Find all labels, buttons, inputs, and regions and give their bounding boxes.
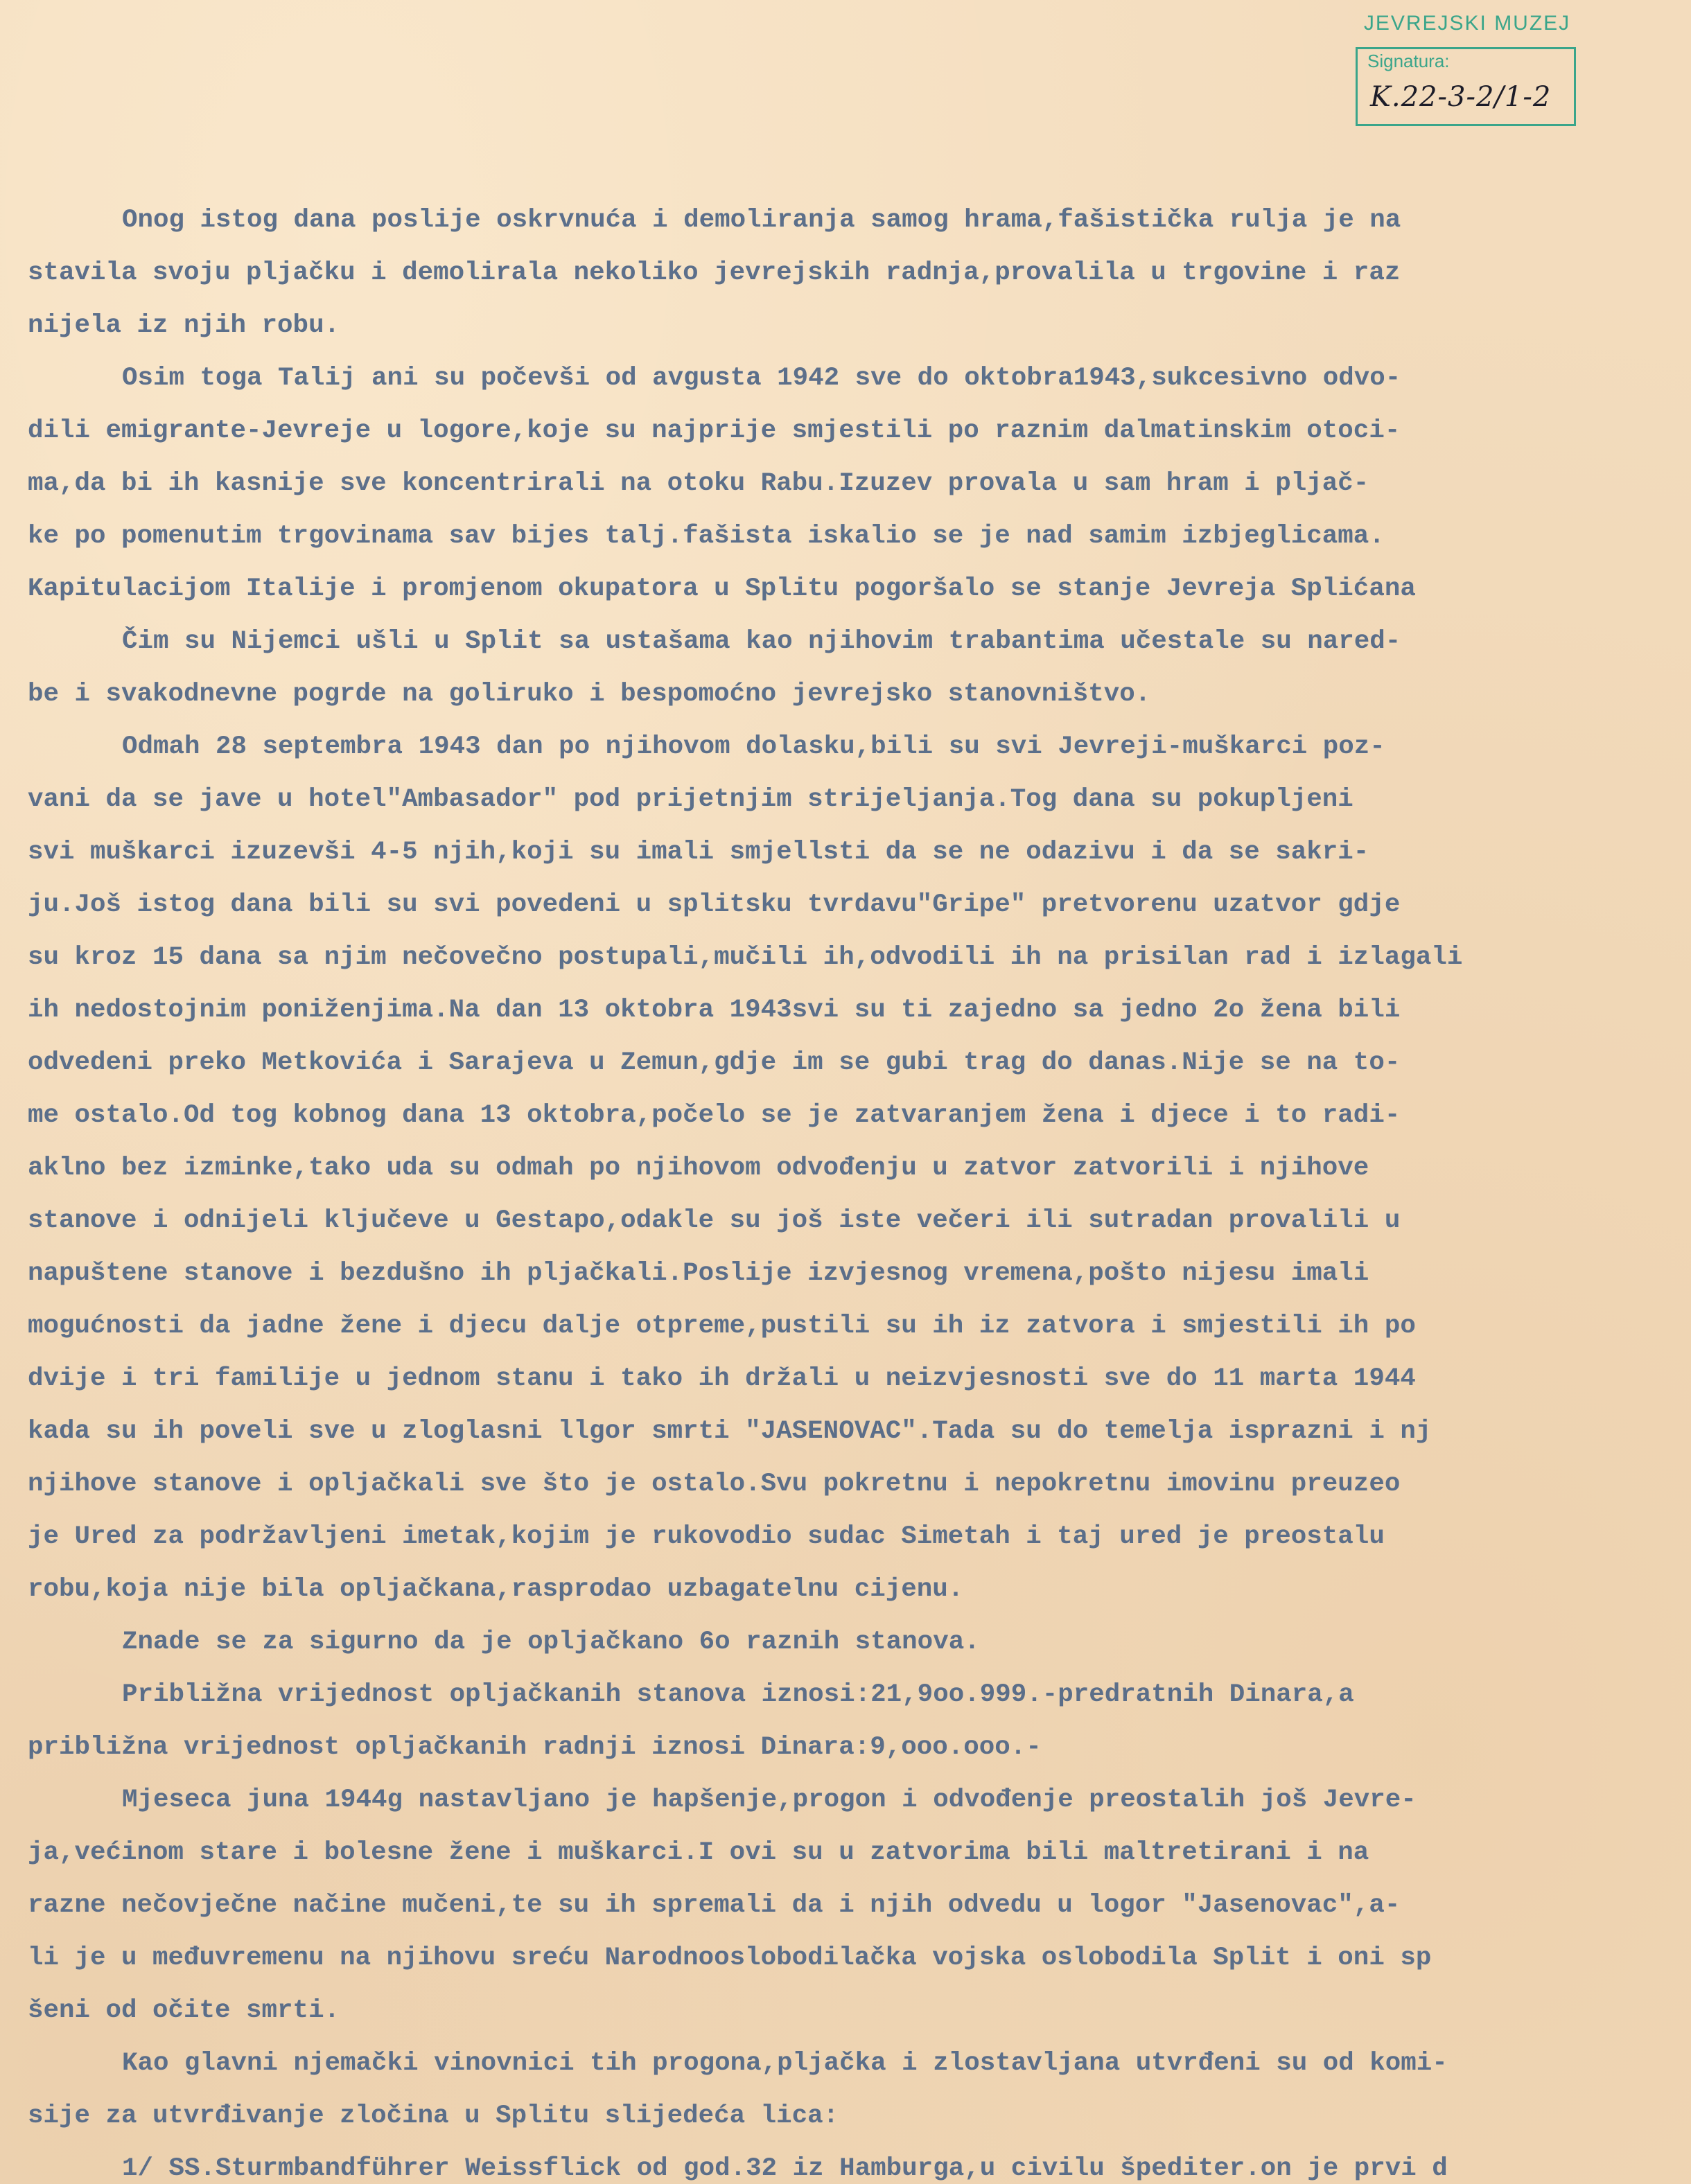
- stamp-signature-box: [1356, 47, 1576, 126]
- doc-line: Mjeseca juna 1944g nastavljano je hapšenje,progon i odvođenje preostalih još Jevre-: [122, 1786, 1417, 1815]
- doc-line: Osim toga Talij ani su počevši od avgusta 1942 sve do oktobra1943,sukcesivno odvo-: [122, 364, 1401, 393]
- doc-line: Približna vrijednost opljačkanih stanova iznosi:21,9oo.999.-predratnih Dinara,a: [122, 1680, 1354, 1709]
- doc-line: Znade se za sigurno da je opljačkano 6o raznih stanova.: [122, 1628, 980, 1657]
- doc-line: aklno bez izminke,tako uda su odmah po njihovom odvođenju u zatvor zatvorili i njihove: [28, 1154, 1369, 1183]
- stamp-signature-label: Signatura:: [1367, 51, 1450, 71]
- doc-line: kada su ih poveli sve u zloglasni llgor smrti "JASENOVAC".Tada su do temelja isprazni i nj: [28, 1417, 1432, 1446]
- doc-line: ja,većinom stare i bolesne žene i muškarci.I ovi su u zatvorima bili maltretirani i na: [28, 1838, 1369, 1867]
- doc-line: nijela iz njih robu.: [28, 311, 340, 340]
- museum-stamp: [1353, 1, 1582, 129]
- doc-line: Odmah 28 septembra 1943 dan po njihovom dolasku,bili su svi Jevreji-muškarci poz-: [122, 732, 1385, 761]
- doc-line: je Ured za podržavljeni imetak,kojim je rukovodio sudac Simetah i taj ured je preostalu: [28, 1522, 1385, 1551]
- doc-line: dili emigrante-Jevreje u logore,koje su najprije smjestili po raznim dalmatinskim otoci-: [28, 416, 1401, 446]
- doc-line: li je u međuvremenu na njihovu sreću Narodnooslobodilačka vojska oslobodila Split i oni sp: [28, 1944, 1432, 1973]
- typewritten-document-body: [0, 194, 1691, 2184]
- doc-line: ke po pomenutim trgovinama sav bijes talj.fašista iskalio se je nad samim izbjeglicama.: [28, 522, 1385, 551]
- doc-line: Kao glavni njemački vinovnici tih progona,pljačka i zlostavljana utvrđeni su od komi-: [122, 2049, 1448, 2078]
- doc-line: napuštene stanove i bezdušno ih pljačkali.Poslije izvjesnog vremena,pošto nijesu imali: [28, 1259, 1369, 1288]
- doc-line: ih nedostojnim poniženjima.Na dan 13 oktobra 1943svi su ti zajedno sa jedno 2o žena bili: [28, 996, 1401, 1025]
- doc-line: Onog istog dana poslije oskrvnuća i demoliranja samog hrama,fašistička rulja je na: [122, 206, 1401, 235]
- doc-line: približna vrijednost opljačkanih radnji iznosi Dinara:9,ooo.ooo.-: [28, 1733, 1042, 1762]
- stamp-title: JEVREJSKI MUZEJ: [1363, 12, 1571, 35]
- doc-line: ma,da bi ih kasnije sve koncentrirali na otoku Rabu.Izuzev provala u sam hram i pljač-: [28, 469, 1369, 498]
- doc-line: Čim su Nijemci ušli u Split sa ustašama kao njihovim trabantima učestale su nared-: [122, 627, 1401, 656]
- doc-line: odvedeni preko Metkovića i Sarajeva u Zemun,gdje im se gubi trag do danas.Nije se na to-: [28, 1048, 1401, 1077]
- doc-line: stanove i odnijeli ključeve u Gestapo,odakle su još iste večeri ili sutradan provalili u: [28, 1206, 1401, 1235]
- doc-line: sije za utvrđivanje zločina u Splitu slijedeća lica:: [28, 2102, 839, 2131]
- doc-line: robu,koja nije bila opljačkana,rasprodao uzbagatelnu cijenu.: [28, 1575, 964, 1604]
- doc-line: mogućnosti da jadne žene i djecu dalje otpreme,pustili su ih iz zatvora i smjestili ih po: [28, 1312, 1416, 1341]
- doc-line: be i svakodnevne pogrde na goliruko i bespomoćno jevrejsko stanovništvo.: [28, 680, 1151, 709]
- doc-line: šeni od očite smrti.: [28, 1996, 340, 2025]
- doc-line: njihove stanove i opljačkali sve što je ostalo.Svu pokretnu i nepokretnu imovinu preuzeo: [28, 1470, 1401, 1499]
- doc-line: Kapitulacijom Italije i promjenom okupatora u Splitu pogoršalo se stanje Jevreja Splićana: [28, 574, 1416, 604]
- doc-line: su kroz 15 dana sa njim nečovečno postupali,mučili ih,odvodili ih na prisilan rad i izlagali: [28, 943, 1463, 972]
- doc-line: vani da se jave u hotel"Ambasador" pod prijetnjim strijeljanja.Tog dana su pokupljeni: [28, 785, 1353, 814]
- handwritten-signature-number: K.22-3-2/1-2: [1370, 81, 1552, 113]
- doc-line: stavila svoju pljačku i demolirala nekoliko jevrejskih radnja,provalila u trgovine i raz: [28, 258, 1401, 288]
- doc-line: svi muškarci izuzevši 4-5 njih,koji su imali smjellsti da se ne odazivu i da se sakri-: [28, 838, 1369, 867]
- doc-line: 1/ SS.Sturmbandführer Weissflick od god.32 iz Hamburga,u civilu špediter.on je prvi d: [122, 2154, 1448, 2183]
- doc-line: ju.Još istog dana bili su svi povedeni u splitsku tvrdavu"Gripe" pretvorenu uzatvor gdje: [28, 890, 1401, 919]
- doc-line: razne nečovječne načine mučeni,te su ih spremali da i njih odvedu u logor "Jasenovac",a-: [28, 1891, 1401, 1920]
- doc-line: me ostalo.Od tog kobnog dana 13 oktobra,počelo se je zatvaranjem žena i djece i to radi-: [28, 1101, 1401, 1130]
- doc-line: dvije i tri familije u jednom stanu i tako ih držali u neizvjesnosti sve do 11 marta 1944: [28, 1364, 1416, 1393]
